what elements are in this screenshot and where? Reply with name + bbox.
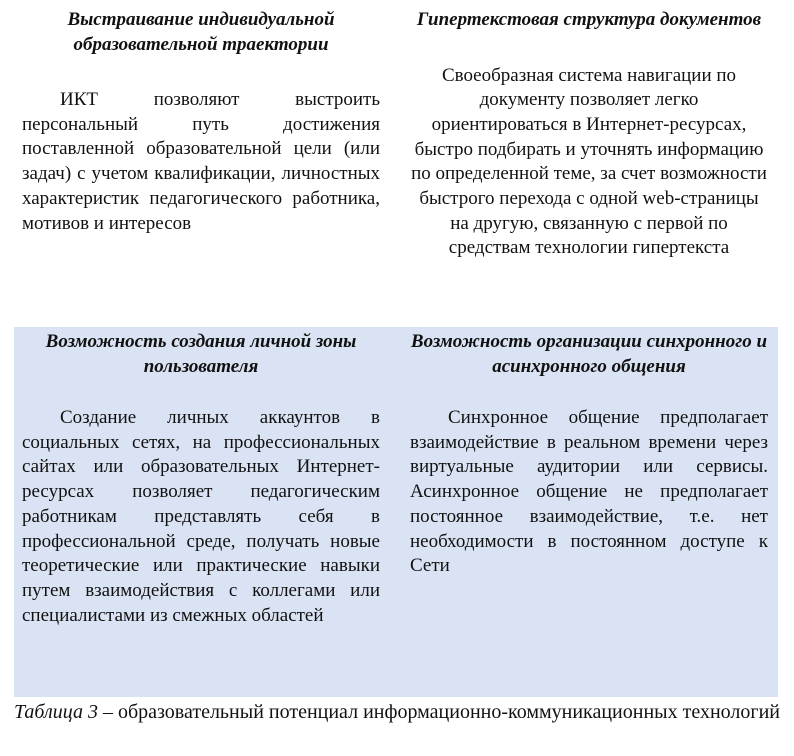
- cell-title: Возможность организации синхронного и асинхронного общения: [410, 331, 768, 377]
- cell-title: Возможность создания личной зоны пользователя: [45, 331, 357, 377]
- table-cell-sync-async-communication: [386, 327, 778, 697]
- table-caption: [0, 700, 794, 725]
- cell-title: Гипертекстовая структура документов: [416, 9, 762, 30]
- cell-text: Своеобразная система навигации по документу позволяет легко ориентироваться в Интернет-ресурсах, быстро подбирать и уточнять информацию по определенной теме, за счет возможности быстрого перехода с одной web-страницы на другую, связанную с первой по средствам технологии гипертекста: [411, 64, 767, 259]
- cell-text: ИКТ позволяют выстроить персональный путь достижения поставленной образовательной цели (или задач) с учетом квалификации, личностных характеристик педагогического работника, мотивов и интересов: [22, 89, 380, 234]
- table-cell-hypertext-structure: [386, 0, 778, 327]
- potential-table: [14, 0, 778, 697]
- table-cell-personal-zone: [14, 327, 386, 697]
- cell-text: Синхронное общение предполагает взаимодействие в реальном времени через виртуальные аудитории или сервисы. Асинхронное общение не предполагает постоянное взаимодействие, т.е. нет необходимости в постоянном доступе к Сети: [410, 407, 768, 577]
- cell-text: Создание личных аккаунтов в социальных сетях, на профессиональных сайтах или образовательных Интернет-ресурсах позволяет педагогическим работникам представлять себя в профессиональной среде, получать новые теоретические или практические навыки путем взаимодействия с коллегами или специалистами из смежных областей: [22, 407, 380, 626]
- caption-label: Таблица 3: [14, 701, 98, 723]
- caption-text: – образовательный потенциал информационно-коммуникационных технологий: [97, 701, 780, 723]
- table-row: [14, 0, 778, 327]
- table-cell-individual-trajectory: [14, 0, 386, 327]
- cell-title: Выстраивание индивидуальной образовательной траектории: [67, 9, 335, 55]
- table-row: [14, 327, 778, 697]
